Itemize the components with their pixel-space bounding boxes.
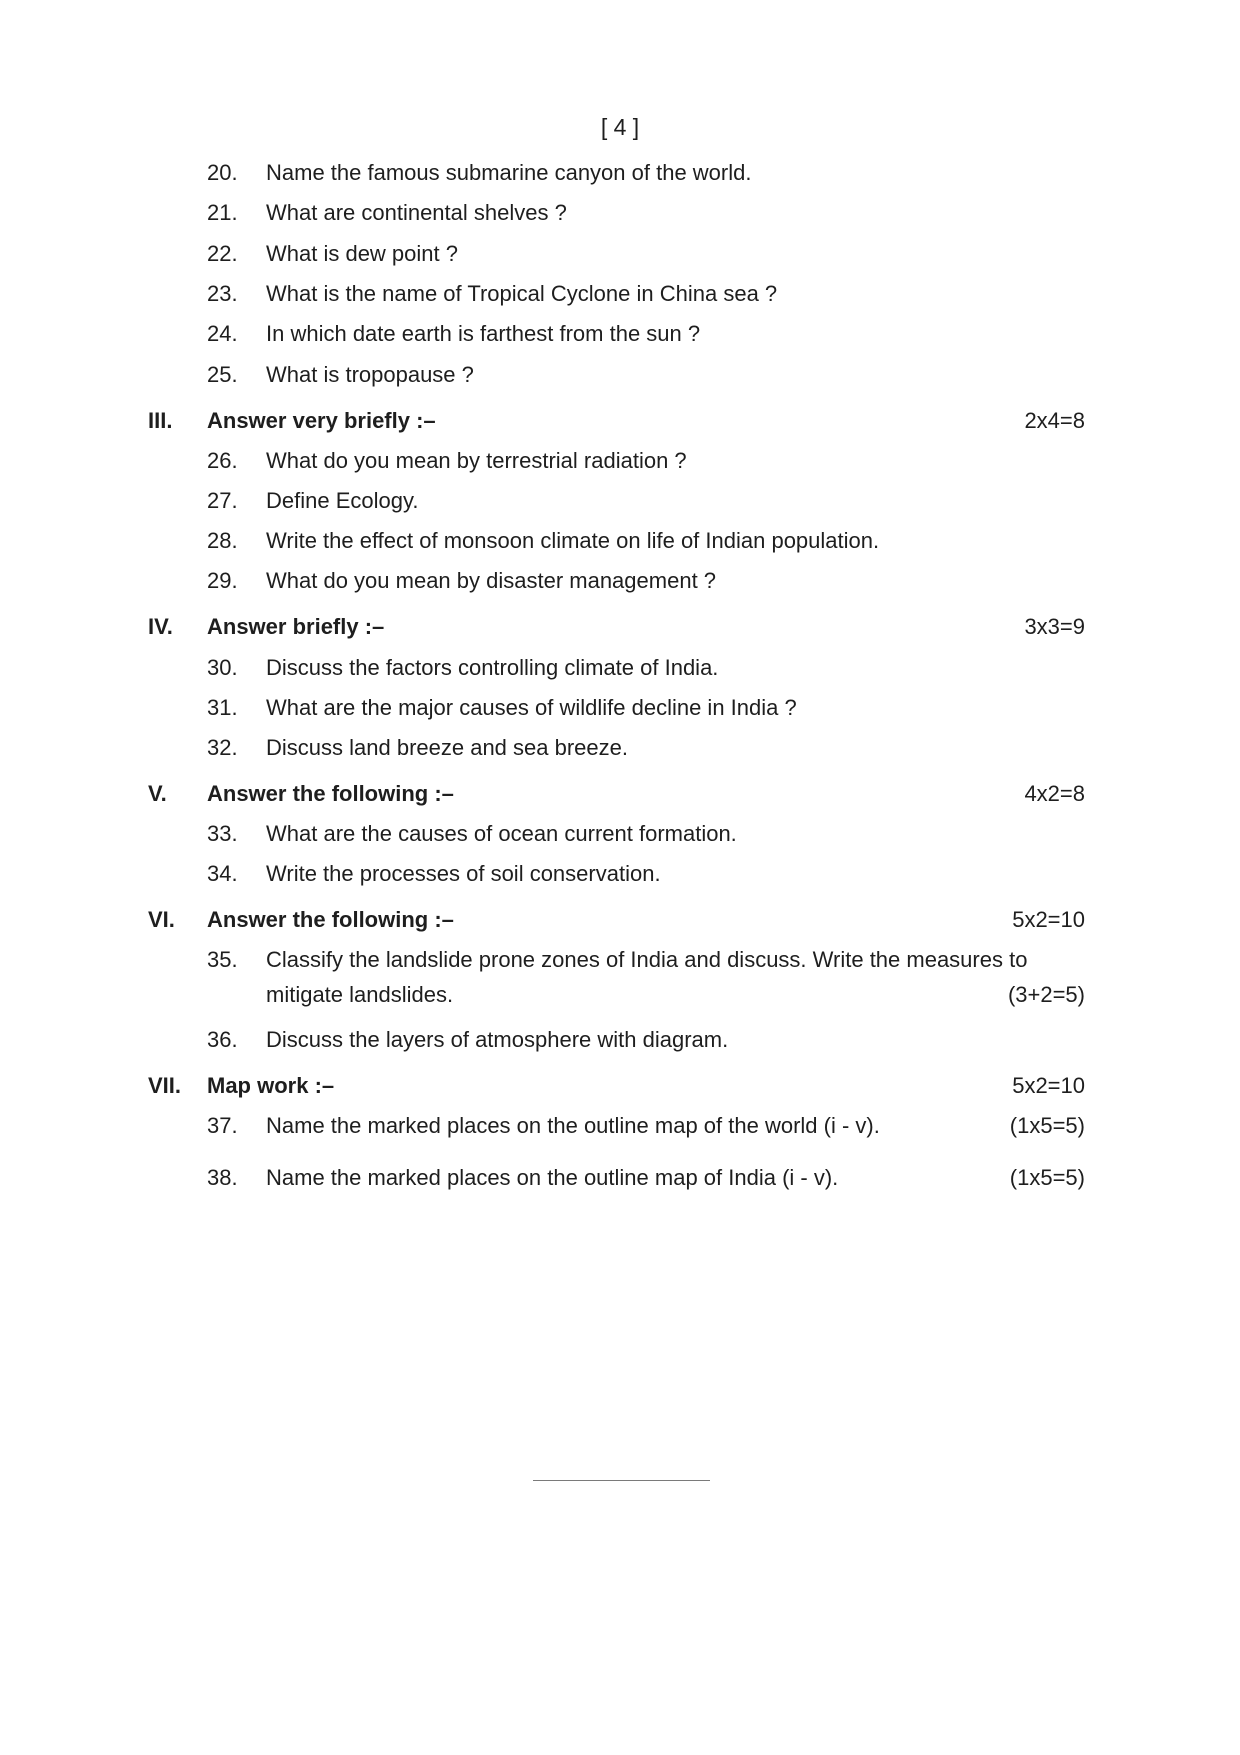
question-text: What is the name of Tropical Cyclone in China sea ? bbox=[266, 281, 778, 306]
page-number: [ 4 ] bbox=[600, 114, 640, 140]
question-text: Write the effect of monsoon climate on life of Indian population. bbox=[266, 528, 880, 553]
question-number: 24. bbox=[207, 321, 238, 346]
question-item bbox=[0, 485, 1240, 517]
question-item bbox=[0, 197, 1240, 229]
question-item bbox=[0, 525, 1240, 557]
question-number: 36. bbox=[207, 1027, 238, 1052]
section-heading bbox=[0, 904, 1240, 936]
section-marks: 2x4=8 bbox=[1024, 408, 1085, 433]
question-number: 30. bbox=[207, 655, 238, 680]
question-text: Discuss the factors controlling climate of India. bbox=[266, 655, 719, 680]
question-item bbox=[0, 445, 1240, 477]
question-item bbox=[0, 652, 1240, 684]
question-text: Discuss the layers of atmosphere with diagram. bbox=[266, 1027, 729, 1052]
question-number: 31. bbox=[207, 695, 238, 720]
section-numeral: III. bbox=[148, 408, 173, 433]
question-continuation bbox=[0, 979, 1240, 1011]
section-heading bbox=[0, 1070, 1240, 1102]
question-item bbox=[0, 238, 1240, 270]
section-numeral: VI. bbox=[148, 907, 175, 932]
question-item bbox=[0, 1110, 1240, 1142]
section-marks: 4x2=8 bbox=[1024, 781, 1085, 806]
question-item bbox=[0, 692, 1240, 724]
section-numeral: V. bbox=[148, 781, 167, 806]
question-item bbox=[0, 1024, 1240, 1056]
question-number: 27. bbox=[207, 488, 238, 513]
question-item bbox=[0, 944, 1240, 976]
section-marks: 5x2=10 bbox=[1012, 1073, 1085, 1098]
end-divider bbox=[533, 1480, 710, 1481]
section-marks: 5x2=10 bbox=[1012, 907, 1085, 932]
question-text: In which date earth is farthest from the sun ? bbox=[266, 321, 701, 346]
section-heading bbox=[0, 405, 1240, 437]
section-numeral: IV. bbox=[148, 614, 173, 639]
section-title: Answer briefly :– bbox=[207, 614, 385, 639]
question-item bbox=[0, 359, 1240, 391]
question-text: Name the marked places on the outline map of the world (i - v). bbox=[266, 1113, 880, 1138]
question-marks: (1x5=5) bbox=[1009, 1113, 1085, 1138]
question-number: 32. bbox=[207, 735, 238, 760]
question-number: 37. bbox=[207, 1113, 238, 1138]
question-text-continued: mitigate landslides. bbox=[266, 982, 454, 1007]
question-item bbox=[0, 732, 1240, 764]
question-text: What are the major causes of wildlife decline in India ? bbox=[266, 695, 797, 720]
section-heading bbox=[0, 778, 1240, 810]
question-text: What do you mean by terrestrial radiation ? bbox=[266, 448, 687, 473]
question-number: 25. bbox=[207, 362, 238, 387]
section-title: Answer the following :– bbox=[207, 907, 454, 932]
question-marks: (3+2=5) bbox=[1007, 982, 1085, 1007]
question-number: 33. bbox=[207, 821, 238, 846]
question-item bbox=[0, 818, 1240, 850]
section-title: Answer the following :– bbox=[207, 781, 454, 806]
question-text: What are continental shelves ? bbox=[266, 200, 567, 225]
question-text: Name the famous submarine canyon of the world. bbox=[266, 160, 752, 185]
question-number: 35. bbox=[207, 947, 238, 972]
question-number: 29. bbox=[207, 568, 238, 593]
section-marks: 3x3=9 bbox=[1024, 614, 1085, 639]
section-numeral: VII. bbox=[148, 1073, 182, 1098]
question-marks: (1x5=5) bbox=[1009, 1165, 1085, 1190]
question-number: 38. bbox=[207, 1165, 238, 1190]
question-text: What are the causes of ocean current formation. bbox=[266, 821, 737, 846]
section-heading bbox=[0, 611, 1240, 643]
question-number: 34. bbox=[207, 861, 238, 886]
question-text: What is dew point ? bbox=[266, 241, 458, 266]
question-item bbox=[0, 318, 1240, 350]
question-text: Write the processes of soil conservation. bbox=[266, 861, 661, 886]
question-number: 23. bbox=[207, 281, 238, 306]
question-text: Name the marked places on the outline map of India (i - v). bbox=[266, 1165, 839, 1190]
question-item bbox=[0, 1162, 1240, 1194]
section-title: Map work :– bbox=[207, 1073, 335, 1098]
question-item bbox=[0, 278, 1240, 310]
question-text: Discuss land breeze and sea breeze. bbox=[266, 735, 628, 760]
question-text: Define Ecology. bbox=[266, 488, 419, 513]
question-item bbox=[0, 858, 1240, 890]
question-number: 28. bbox=[207, 528, 238, 553]
question-number: 21. bbox=[207, 200, 238, 225]
question-number: 22. bbox=[207, 241, 238, 266]
question-text: Classify the landslide prone zones of India and discuss. Write the measures to bbox=[266, 947, 1028, 972]
question-item bbox=[0, 565, 1240, 597]
question-number: 26. bbox=[207, 448, 238, 473]
question-text: What is tropopause ? bbox=[266, 362, 474, 387]
question-item bbox=[0, 157, 1240, 189]
question-text: What do you mean by disaster management ? bbox=[266, 568, 717, 593]
section-title: Answer very briefly :– bbox=[207, 408, 436, 433]
question-number: 20. bbox=[207, 160, 238, 185]
